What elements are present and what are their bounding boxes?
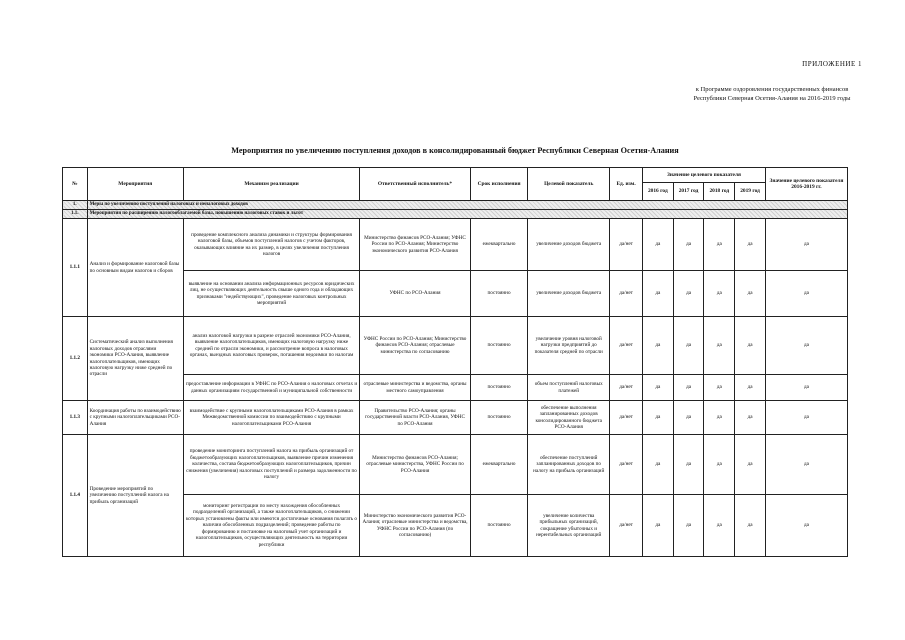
indicator-cell: обеспечение поступлений запланированных доходов по налогу на прибыль организаций <box>528 435 610 495</box>
unit-cell: да/нет <box>610 401 643 435</box>
value-total: да <box>765 317 847 375</box>
table-row <box>63 219 848 271</box>
responsible-cell: Министерство экономического развития РСО-Алания; отраслевые министерства и ведомства, УФНС России по РСО-Алания (по согласованию) <box>360 495 471 557</box>
term-cell: постоянно <box>470 375 527 401</box>
value-total: да <box>765 271 847 317</box>
section-title: Мероприятия по расширению налогооблагаемой базы, повышению налоговых ставок и льгот <box>87 210 847 219</box>
unit-cell: да/нет <box>610 219 643 271</box>
responsible-cell: Министерство финансов РСО-Алания; отраслевые министерства, УФНС России по РСО-Алания <box>360 435 471 495</box>
value-total: да <box>765 435 847 495</box>
term-cell: постоянно <box>470 401 527 435</box>
value-2017: да <box>673 401 704 435</box>
mechanism-cell: предоставление информации в УФНС по РСО-Алания о налоговых отчетах и данных организациям государственной и муниципальной собственности <box>183 375 359 401</box>
value-2018: да <box>704 401 735 435</box>
value-2018: да <box>704 435 735 495</box>
indicator-cell: увеличение уровня налоговой нагрузки предприятий до показателя средней по отрасли <box>528 317 610 375</box>
measure-cell: Координация работы по взаимодействию с крупными налогоплательщиками РСО-Алания <box>87 401 183 435</box>
value-total: да <box>765 401 847 435</box>
section-number: 1.1. <box>63 210 88 219</box>
indicator-cell: объем поступлений налоговых платежей <box>528 375 610 401</box>
header-target-group: Значение целевого показателя <box>642 168 765 183</box>
header-responsible: Ответственный исполнитель* <box>360 168 471 201</box>
value-2017: да <box>673 271 704 317</box>
mechanism-cell: взаимодействие с крупными налогоплательщиками РСО-Алания в рамках Межведомственной комиссии по взаимодействию с крупными налогоплательщиками РСО-Алания <box>183 401 359 435</box>
header-unit: Ед. изм. <box>610 168 643 201</box>
header-2018: 2018 год <box>704 183 735 201</box>
term-cell: ежеквартально <box>470 435 527 495</box>
section-number: 1. <box>63 201 88 210</box>
value-2018: да <box>704 375 735 401</box>
table-row <box>63 401 848 435</box>
header-2016: 2016 год <box>642 183 673 201</box>
value-total: да <box>765 495 847 557</box>
value-2016: да <box>642 435 673 495</box>
header-measure: Мероприятия <box>87 168 183 201</box>
term-cell: постоянно <box>470 495 527 557</box>
value-2019: да <box>735 219 766 271</box>
mechanism-cell: проведение комплексного анализа динамики и структуры формирования налоговой базы, объемов поступлений налогов с учетом факторов, оказывающих влияние на их размер, в целях увеличения поступления налогов <box>183 219 359 271</box>
document-title: Мероприятия по увеличению поступления доходов в консолидированный бюджет Республики Северная Осетия-Алания <box>231 146 679 155</box>
header-mechanism: Механизм реализации <box>183 168 359 201</box>
value-2016: да <box>642 375 673 401</box>
value-2019: да <box>735 401 766 435</box>
measure-cell: Систематический анализ выполнения налоговых доходов отраслями экономики РСО-Алания, выявление налогоплательщиков, имеющих налоговую нагрузку ниже средней по отрасли <box>87 317 183 401</box>
value-2016: да <box>642 271 673 317</box>
header-term: Срок исполнения <box>470 168 527 201</box>
value-2019: да <box>735 271 766 317</box>
indicator-cell: увеличение количества прибыльных организаций, сокращение убыточных и нерентабельных организаций <box>528 495 610 557</box>
appendix-body: к Программе оздоровления государственных финансов Республики Северная Осетия-Алания на 2016-2019 годы <box>693 86 851 102</box>
unit-cell: да/нет <box>610 317 643 375</box>
row-number: 1.1.1 <box>63 219 88 317</box>
unit-cell: да/нет <box>610 495 643 557</box>
value-2017: да <box>673 317 704 375</box>
value-2019: да <box>735 435 766 495</box>
mechanism-cell: мониторинг регистрации по месту нахождения обособленных подразделений организаций, а также налогоплательщиков, о снижении которых установлены факты или имеются достаточные основания полагать о наличии обособленных подразделений; проведение работы по формированию и постановке на налоговый учет организаций и налогоплательщиков, осуществляющих деятельность на территории республики <box>183 495 359 557</box>
value-2018: да <box>704 317 735 375</box>
header-indicator: Целевой показатель <box>528 168 610 201</box>
value-2016: да <box>642 495 673 557</box>
value-2017: да <box>673 495 704 557</box>
value-total: да <box>765 375 847 401</box>
row-number: 1.1.2 <box>63 317 88 401</box>
value-2019: да <box>735 375 766 401</box>
indicator-cell: увеличение доходов бюджета <box>528 271 610 317</box>
table-row <box>63 435 848 495</box>
mechanism-cell: анализ налоговой нагрузки в разрезе отраслей экономики РСО-Алания, выявление налогоплательщиков, имеющих налоговую нагрузку ниже средней по отрасли экономики, и рассмотрение вопроса в налоговых органах, выездных налоговых проверок, погашения недоимки по налогам <box>183 317 359 375</box>
measure-cell: Анализ и формирование налоговой базы по основным видам налогов и сборов <box>87 219 183 317</box>
row-number: 1.1.3 <box>63 401 88 435</box>
term-cell: ежеквартально <box>470 219 527 271</box>
value-2018: да <box>704 495 735 557</box>
section-row-1 <box>63 201 848 210</box>
section-title: Меры по увеличению поступлений налоговых и неналоговых доходов <box>87 201 847 210</box>
row-number: 1.1.4 <box>63 435 88 557</box>
term-cell: постоянно <box>470 271 527 317</box>
value-2016: да <box>642 401 673 435</box>
section-row-1-1 <box>63 210 848 219</box>
header-no: № <box>63 168 88 201</box>
responsible-cell: отраслевые министерства и ведомства, органы местного самоуправления <box>360 375 471 401</box>
value-2018: да <box>704 271 735 317</box>
responsible-cell: Министерство финансов РСО-Алания; УФНС России по РСО-Алания; Министерство экономического развития РСО-Алания <box>360 219 471 271</box>
indicator-cell: увеличение доходов бюджета <box>528 219 610 271</box>
appendix-title: ПРИЛОЖЕНИЕ 1 <box>802 60 862 68</box>
unit-cell: да/нет <box>610 435 643 495</box>
table-row <box>63 317 848 375</box>
measures-table <box>62 167 848 557</box>
value-2018: да <box>704 219 735 271</box>
unit-cell: да/нет <box>610 271 643 317</box>
responsible-cell: УФНС по РСО-Алания <box>360 271 471 317</box>
mechanism-cell: выявление на основании анализа информационных ресурсов юридических лиц, не осуществляющих деятельность свыше одного года и обладающих признаками "недействующих", проведение налоговых контрольных мероприятий <box>183 271 359 317</box>
header-2019: 2019 год <box>735 183 766 201</box>
header-total: Значение целевого показателя 2016-2019 гг. <box>765 168 847 201</box>
term-cell: постоянно <box>470 317 527 375</box>
value-2019: да <box>735 317 766 375</box>
value-total: да <box>765 219 847 271</box>
value-2017: да <box>673 435 704 495</box>
responsible-cell: УФНС России по РСО-Алания; Министерство финансов РСО-Алания; отраслевые министерства по согласованию <box>360 317 471 375</box>
value-2017: да <box>673 375 704 401</box>
measure-cell: Проведение мероприятий по увеличению поступлений налога на прибыль организаций <box>87 435 183 557</box>
value-2017: да <box>673 219 704 271</box>
value-2019: да <box>735 495 766 557</box>
mechanism-cell: проведение мониторинга поступлений налога на прибыль организаций от бюджетообразующих налогоплательщиков, выявление причин изменения количества, состава бюджетообразующих налогоплательщиков, причин снижения (увеличения) налоговых поступлений и размера задолженности по налогу <box>183 435 359 495</box>
appendix-block <box>642 60 862 103</box>
header-2017: 2017 год <box>673 183 704 201</box>
unit-cell: да/нет <box>610 375 643 401</box>
responsible-cell: Правительство РСО-Алания; органы государственной власти РСО-Алания, УФНС по РСО-Алания <box>360 401 471 435</box>
value-2016: да <box>642 219 673 271</box>
indicator-cell: обеспечение выполнения запланированных доходов консолидированного бюджета РСО-Алания <box>528 401 610 435</box>
value-2016: да <box>642 317 673 375</box>
